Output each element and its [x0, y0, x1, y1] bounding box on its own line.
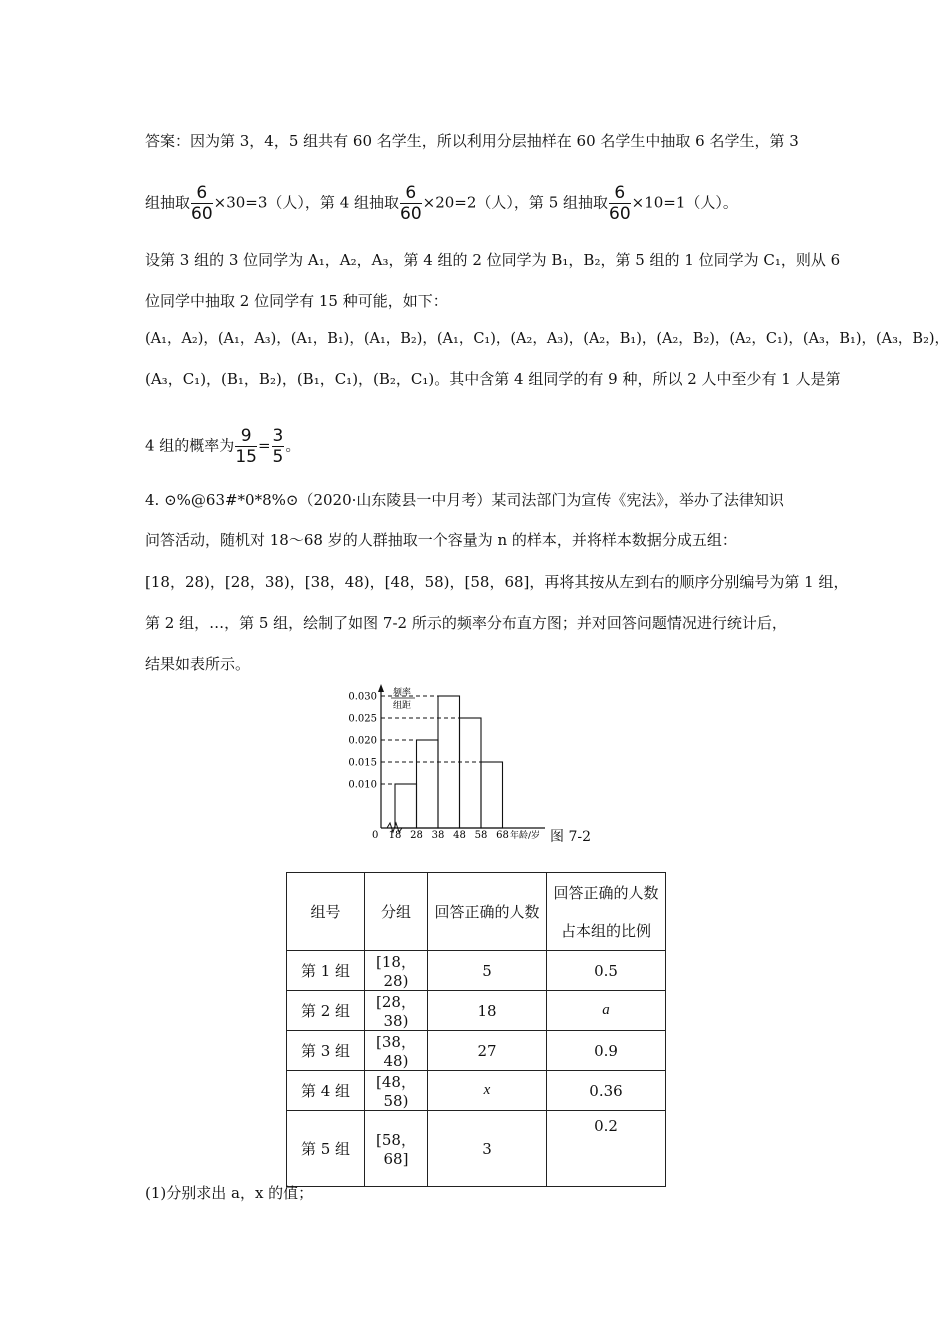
cell-count: 5 — [428, 951, 547, 991]
frequency-histogram — [335, 680, 550, 840]
cell-count: 18 — [428, 991, 547, 1031]
y-label-top: 频率 — [393, 688, 412, 698]
x-tick-label: 28 — [410, 830, 423, 840]
y-label-bottom: 组距 — [393, 701, 412, 711]
histogram-bar — [438, 696, 460, 828]
header-correct-ratio-line2: 占本组的比例 — [560, 921, 651, 940]
table-header-row — [287, 873, 666, 951]
header-correct-ratio — [547, 873, 666, 951]
problem-line-1: 4. ⊙%@63#*0*8%⊙（2020·山东陵县一中月考）某司法部门为宣传《宪法》，举办了法律知识 — [145, 491, 784, 509]
problem-line-3: [18，28)，[28，38)，[38，48)，[48，58)，[58，68]，再将其按从左到右的顺序分别编号为第 1 组， — [145, 573, 849, 591]
cell-interval: [38，48) — [365, 1031, 428, 1071]
cell-group: 第 1 组 — [287, 951, 365, 991]
y-tick-label: 0.020 — [348, 735, 377, 747]
histogram-bar — [395, 784, 417, 828]
answer-line-2-part1: ×30=3（人），第 4 组抽取 — [213, 193, 400, 212]
x-axis-label: 年龄/岁 — [510, 831, 541, 840]
cell-group: 第 5 组 — [287, 1111, 365, 1187]
x-tick-label: 58 — [474, 830, 488, 840]
answer-line-1: 答案：因为第 3，4，5 组共有 60 名学生，所以利用分层抽样在 60 名学生中抽取 6 名学生，第 3 — [145, 132, 799, 150]
histogram-bar — [460, 718, 482, 828]
header-correct-count: 回答正确的人数 — [428, 873, 547, 951]
x-tick-label: 68 — [496, 830, 509, 840]
fraction-9-15: $\frac{9}{15}$ — [235, 426, 257, 467]
cell-ratio: a — [547, 991, 666, 1031]
cell-interval: [18，28) — [365, 951, 428, 991]
cell-interval: [58，68] — [365, 1111, 428, 1187]
figure-caption: 图 7-2 — [550, 829, 591, 845]
y-tick-label: 0.010 — [348, 779, 377, 791]
cell-group: 第 3 组 — [287, 1031, 365, 1071]
table-row — [287, 1071, 666, 1111]
header-interval: 分组 — [365, 873, 428, 951]
equals-sign: = — [257, 436, 271, 455]
header-correct-ratio-line1: 回答正确的人数 — [553, 883, 659, 902]
fraction-6-60-c: $\frac{6}{60}$ — [609, 183, 631, 224]
header-group-number: 组号 — [287, 873, 365, 951]
cell-group: 第 4 组 — [287, 1071, 365, 1111]
question-1: (1)分别求出 a，x 的值； — [145, 1184, 314, 1202]
histogram-bar — [417, 740, 439, 828]
y-tick-label: 0.015 — [348, 757, 377, 769]
cell-interval: [28，38) — [365, 991, 428, 1031]
answer-line-2 — [145, 183, 738, 224]
x-tick-label: 48 — [453, 830, 466, 840]
cell-count: 3 — [428, 1111, 547, 1187]
fraction-6-60-b: $\frac{6}{60}$ — [400, 183, 422, 224]
answer-line-4: 位同学中抽取 2 位同学有 15 种可能，如下： — [145, 292, 448, 310]
results-table — [286, 872, 666, 1187]
cell-count: x — [428, 1071, 547, 1111]
problem-line-2: 问答活动，随机对 18～68 岁的人群抽取一个容量为 n 的样本，并将样本数据分成五组： — [145, 531, 737, 549]
x-tick-label: 18 — [388, 830, 402, 840]
fraction-6-60-a: $\frac{6}{60}$ — [191, 183, 213, 224]
answer-line-5: (A₁，A₂)，(A₁，A₃)，(A₁，B₁)，(A₁，B₂)，(A₁，C₁)，(A₂，A₃)，(A₂，B₁)，(A₂，B₂)，(A₂，C₁)，(A₃，B₁)，(A₃，B₂)， — [145, 331, 950, 347]
y-axis-arrow — [378, 684, 384, 692]
y-tick-label: 0.030 — [348, 691, 377, 703]
cell-count: 27 — [428, 1031, 547, 1071]
table-row — [287, 951, 666, 991]
cell-ratio: 0.36 — [547, 1071, 666, 1111]
answer-line-7-suffix: 。 — [285, 436, 301, 455]
problem-line-4: 第 2 组，…，第 5 组，绘制了如图 7-2 所示的频率分布直方图；并对回答问题情况进行统计后， — [145, 614, 787, 632]
answer-line-2-part2: ×20=2（人），第 5 组抽取 — [422, 193, 609, 212]
answer-line-7-prefix: 4 组的概率为 — [145, 436, 235, 455]
x-tick-label: 38 — [431, 830, 445, 840]
problem-line-5: 结果如表所示。 — [145, 655, 251, 673]
table-row — [287, 1111, 666, 1187]
answer-line-3: 设第 3 组的 3 位同学为 A₁，A₂，A₃，第 4 组的 2 位同学为 B₁，B₂，第 5 组的 1 位同学为 C₁，则从 6 — [145, 251, 841, 269]
table-row — [287, 1031, 666, 1071]
cell-ratio: 0.5 — [547, 951, 666, 991]
cell-interval: [48，58) — [365, 1071, 428, 1111]
answer-line-2-part3: ×10=1（人）。 — [631, 193, 738, 212]
y-tick-label: 0.025 — [348, 713, 377, 725]
cell-ratio: 0.9 — [547, 1031, 666, 1071]
cell-ratio: 0.2 — [547, 1111, 666, 1187]
origin-label: 0 — [372, 830, 379, 840]
answer-line-6: (A₃，C₁)，(B₁，B₂)，(B₁，C₁)，(B₂，C₁)。其中含第 4 组同学的有 9 种，所以 2 人中至少有 1 人是第 — [145, 370, 841, 388]
answer-line-7 — [145, 426, 300, 467]
histogram-bar — [481, 762, 503, 828]
fraction-3-5: $\frac{3}{5}$ — [272, 426, 284, 467]
table-row — [287, 991, 666, 1031]
cell-group: 第 2 组 — [287, 991, 365, 1031]
answer-line-2-prefix: 组抽取 — [145, 193, 191, 212]
